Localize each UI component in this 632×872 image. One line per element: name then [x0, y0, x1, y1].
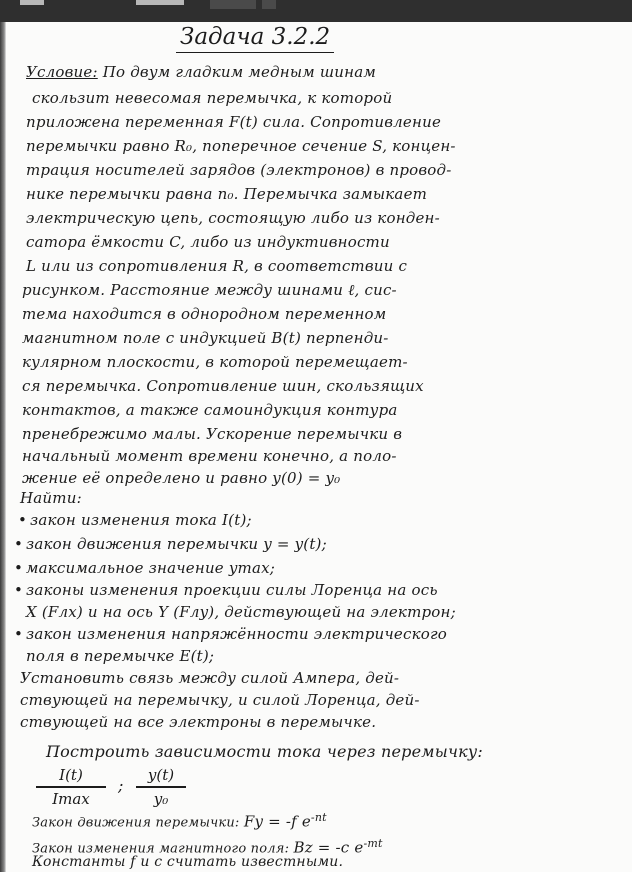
condition-line: ся перемычка. Сопротивление шин, скользящих	[22, 377, 424, 395]
fraction-numerator: I(t)	[59, 766, 83, 784]
condition-line: скользит невесомая перемычка, к которой	[32, 89, 393, 107]
find-item: • законы изменения проекции силы Лоренца на ось	[14, 581, 438, 599]
toolbar-tab[interactable]	[136, 0, 184, 5]
find-item: • максимальное значение ymax;	[14, 559, 276, 577]
fraction-denominator: y₀	[153, 789, 169, 808]
condition-line: сатора ёмкости C, либо из индуктивности	[26, 233, 390, 251]
relation-line: Установить связь между силой Ампера, дей-	[20, 669, 400, 687]
condition-label: Условие:	[26, 63, 98, 81]
condition-line: трация носителей зарядов (электронов) в провод-	[26, 161, 452, 179]
field-law-exponent: -mt	[363, 837, 383, 850]
fraction-bar	[136, 786, 186, 788]
find-item: • закон изменения тока I(t);	[18, 511, 252, 529]
motion-law	[32, 808, 327, 833]
condition-line-1	[26, 62, 376, 82]
fraction-separator: ;	[118, 776, 124, 795]
relation-line: ствующей на перемычку, и силой Лоренца, дей-	[20, 691, 420, 709]
toolbar-tab[interactable]	[262, 0, 276, 9]
relation-line: ствующей на все электроны в перемычке.	[20, 713, 377, 731]
toolbar-tab[interactable]	[20, 0, 44, 5]
bullet: •	[14, 625, 24, 643]
find-item-continuation: поля в перемычке E(t);	[26, 647, 215, 665]
find-item-continuation: X (Fлx) и на ось Y (Fлy), действующей на электрон;	[26, 603, 456, 621]
condition-line: перемычки равно R₀, поперечное сечение S, концен-	[26, 137, 456, 155]
condition-text: По двум гладким медным шинам	[102, 63, 376, 81]
page-title: Задача 3.2.2	[176, 22, 334, 53]
condition-line: контактов, а также самоиндукция контура	[22, 401, 398, 419]
handwritten-page	[6, 22, 632, 872]
fraction-denominator: Imax	[52, 789, 90, 808]
find-item: • закон изменения напряжённости электрического	[14, 625, 447, 643]
condition-line: электрическую цепь, состоящую либо из конден-	[26, 209, 440, 227]
find-label: Найти:	[20, 489, 82, 507]
bullet: •	[14, 535, 24, 553]
condition-line: приложена переменная F(t) сила. Сопротивление	[26, 113, 442, 131]
motion-law-label: Закон движения перемычки:	[32, 815, 240, 831]
condition-line: пренебрежимо малы. Ускорение перемычки в	[22, 425, 403, 443]
field-law-label: Закон изменения магнитного поля:	[32, 841, 290, 857]
condition-line: начальный момент времени конечно, а поло-	[22, 447, 397, 465]
bullet: •	[14, 581, 24, 599]
motion-law-exponent: -nt	[310, 811, 327, 824]
field-law-formula: Bz = -c e	[293, 838, 364, 857]
condition-line: магнитном поле с индукцией B(t) перпенди-	[22, 329, 389, 347]
condition-line: жение её определено и равно y(0) = y₀	[22, 469, 341, 487]
bullet: •	[14, 559, 24, 577]
constants-note: Константы f и c считать известными.	[32, 854, 344, 870]
plot-instruction: Построить зависимости тока через перемычку:	[46, 742, 483, 761]
condition-line: рисунком. Расстояние между шинами ℓ, сис-	[22, 281, 397, 299]
toolbar-tab[interactable]	[210, 0, 256, 9]
find-item: • закон движения перемычки y = y(t);	[14, 535, 327, 553]
top-toolbar	[0, 0, 632, 22]
condition-line: нике перемычки равна n₀. Перемычка замыкает	[26, 185, 428, 203]
bullet: •	[18, 511, 28, 529]
fraction-bar	[36, 786, 106, 788]
fraction-current	[36, 766, 106, 808]
fraction-position	[136, 766, 186, 808]
condition-line: тема находится в однородном переменном	[22, 305, 387, 323]
condition-line: L или из сопротивления R, в соответствии с	[26, 257, 408, 275]
motion-law-formula: Fy = -f e	[243, 812, 311, 831]
fraction-numerator: y(t)	[147, 766, 175, 784]
condition-line: кулярном плоскости, в которой перемещает-	[22, 353, 408, 371]
